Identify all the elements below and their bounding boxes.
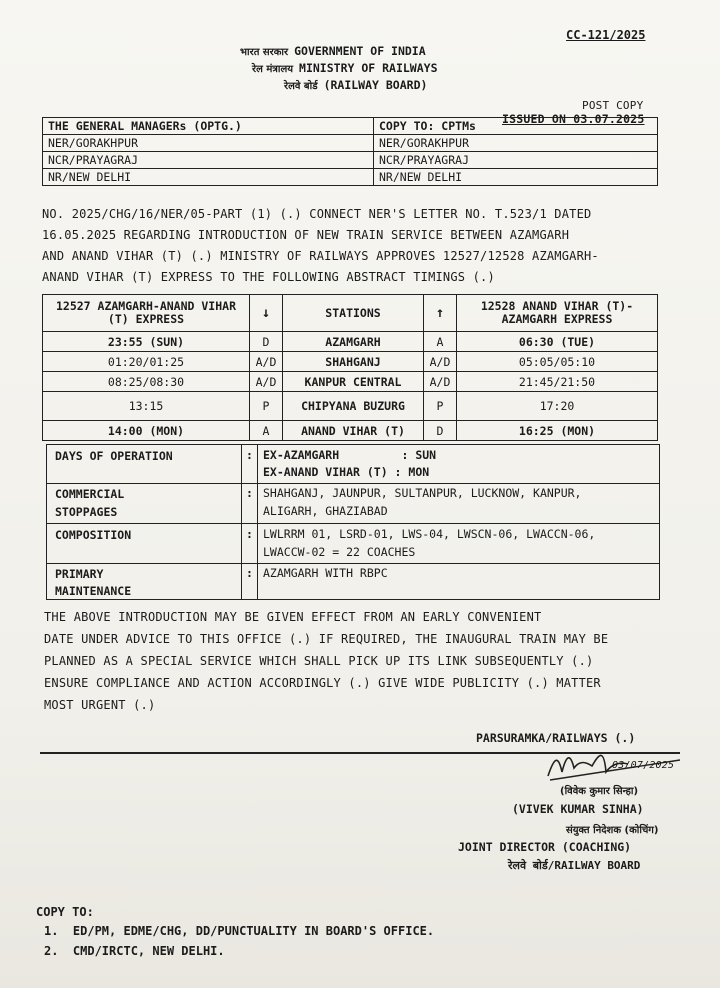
days-ex-anand-vihar: EX-ANAND VIHAR (T) : MON bbox=[263, 465, 430, 479]
signatory-hindi-name: (विवेक कुमार सिन्हा) bbox=[560, 786, 639, 797]
timetable-row bbox=[43, 372, 658, 392]
maintenance-label-2: MAINTENANCE bbox=[55, 584, 132, 598]
header-hindi-2: रेल मंत्रालय bbox=[252, 64, 294, 75]
up-time: 21:45/21:50 bbox=[457, 372, 658, 392]
body-line: NO. 2025/CHG/16/NER/05-PART (1) (.) CONNECT NER'S LETTER NO. T.523/1 DATED bbox=[42, 207, 592, 221]
station-name: CHIPYANA BUZURG bbox=[283, 392, 424, 421]
down-train-heading: 12527 AZAMGARH-ANAND VIHAR (T) EXPRESS bbox=[43, 295, 250, 332]
signoff: PARSURAMKA/RAILWAYS (.) bbox=[476, 731, 636, 745]
stoppages-line-1: SHAHGANJ, JAUNPUR, SULTANPUR, LUCKNOW, KANPUR, bbox=[263, 486, 582, 500]
down-code: D bbox=[250, 332, 283, 352]
down-time: 13:15 bbox=[43, 392, 250, 421]
station-name: KANPUR CENTRAL bbox=[283, 372, 424, 392]
reference-number: CC-121/2025 bbox=[566, 28, 646, 42]
signatory-name: (VIVEK KUMAR SINHA) bbox=[512, 802, 644, 816]
closing-line: MOST URGENT (.) bbox=[44, 698, 156, 712]
down-code: A/D bbox=[250, 372, 283, 392]
down-arrow-icon: ↓ bbox=[250, 295, 283, 332]
composition-line-2: LWACCW-02 = 22 COACHES bbox=[263, 545, 416, 559]
copy-to-item: 2. CMD/IRCTC, NEW DELHI. bbox=[44, 944, 225, 958]
station-name: SHAHGANJ bbox=[283, 352, 424, 372]
composition-line-1: LWLRRM 01, LSRD-01, LWS-04, LWSCN-06, LWACCN-06, bbox=[263, 527, 596, 541]
up-code: A bbox=[424, 332, 457, 352]
down-time: 08:25/08:30 bbox=[43, 372, 250, 392]
down-time: 23:55 (SUN) bbox=[43, 332, 250, 352]
header-english-3: (RAILWAY BOARD) bbox=[323, 78, 428, 92]
stoppages-line-2: ALIGARH, GHAZIABAD bbox=[263, 504, 388, 518]
up-time: 06:30 (TUE) bbox=[457, 332, 658, 352]
closing-line: DATE UNDER ADVICE TO THIS OFFICE (.) IF REQUIRED, THE INAUGURAL TRAIN MAY BE bbox=[44, 632, 609, 646]
copy-heading: COPY TO: CPTMs bbox=[374, 118, 658, 135]
up-time: 16:25 (MON) bbox=[457, 421, 658, 441]
timetable-row bbox=[43, 421, 658, 441]
composition-row bbox=[47, 523, 659, 564]
copy-to-item: 1. ED/PM, EDME/CHG, DD/PUNCTUALITY IN BOARD'S OFFICE. bbox=[44, 924, 435, 938]
header-hindi-3: रेलवे बोर्ड bbox=[284, 81, 318, 92]
to-heading: THE GENERAL MANAGERs (OPTG.) bbox=[43, 118, 374, 135]
down-code: A bbox=[250, 421, 283, 441]
timetable-header-row bbox=[43, 295, 658, 332]
body-line: 16.05.2025 REGARDING INTRODUCTION OF NEW TRAIN SERVICE BETWEEN AZAMGARH bbox=[42, 228, 570, 242]
stoppages-label-1: COMMERCIAL bbox=[55, 487, 125, 501]
station-name: AZAMGARH bbox=[283, 332, 424, 352]
to-address: NR/NEW DELHI bbox=[43, 169, 374, 186]
maintenance-label-1: PRIMARY bbox=[55, 567, 104, 581]
up-code: A/D bbox=[424, 352, 457, 372]
addressee-row bbox=[43, 152, 658, 169]
days-label: DAYS OF OPERATION bbox=[55, 449, 173, 463]
header-english-1: GOVERNMENT OF INDIA bbox=[294, 44, 426, 58]
to-address: NCR/PRAYAGRAJ bbox=[43, 152, 374, 169]
copy-address: NR/NEW DELHI bbox=[374, 169, 658, 186]
signatory-hindi-title: संयुक्त निदेशक (कोचिंग) bbox=[566, 825, 659, 836]
header-english-2: MINISTRY OF RAILWAYS bbox=[299, 61, 438, 75]
closing-line: ENSURE COMPLIANCE AND ACTION ACCORDINGLY (.) GIVE WIDE PUBLICITY (.) MATTER bbox=[44, 676, 601, 690]
station-name: ANAND VIHAR (T) bbox=[283, 421, 424, 441]
addressee-row bbox=[43, 169, 658, 186]
primary-maintenance-row bbox=[47, 563, 659, 599]
addressee-row bbox=[43, 135, 658, 152]
header-hindi-1: भारत सरकार bbox=[240, 47, 289, 58]
colon: : bbox=[246, 527, 253, 541]
copy-address: NCR/PRAYAGRAJ bbox=[374, 152, 658, 169]
timetable-row bbox=[43, 332, 658, 352]
down-code: P bbox=[250, 392, 283, 421]
closing-line: THE ABOVE INTRODUCTION MAY BE GIVEN EFFECT FROM AN EARLY CONVENIENT bbox=[44, 610, 542, 624]
up-code: P bbox=[424, 392, 457, 421]
colon: : bbox=[246, 566, 253, 580]
header-line-2 bbox=[252, 61, 438, 75]
signatory-title: JOINT DIRECTOR (COACHING) bbox=[458, 840, 632, 854]
signatory-org: रेलवे बोर्ड/RAILWAY BOARD bbox=[508, 859, 641, 872]
maintenance-value: AZAMGARH WITH RBPC bbox=[263, 566, 388, 580]
to-address: NER/GORAKHPUR bbox=[43, 135, 374, 152]
up-arrow-icon: ↑ bbox=[424, 295, 457, 332]
body-line: ANAND VIHAR (T) EXPRESS TO THE FOLLOWING ABSTRACT TIMINGS (.) bbox=[42, 270, 495, 284]
up-code: A/D bbox=[424, 372, 457, 392]
down-time: 01:20/01:25 bbox=[43, 352, 250, 372]
copy-to-heading: COPY TO: bbox=[36, 905, 94, 919]
days-of-operation-row bbox=[47, 445, 659, 484]
post-copy-label: POST COPY bbox=[582, 99, 644, 112]
up-time: 05:05/05:10 bbox=[457, 352, 658, 372]
addressee-heading-row bbox=[43, 118, 658, 135]
closing-paragraph bbox=[44, 606, 608, 716]
copy-address: NER/GORAKHPUR bbox=[374, 135, 658, 152]
addressee-table bbox=[42, 117, 658, 186]
stations-heading: STATIONS bbox=[283, 295, 424, 332]
signature-date: 03/07/2025 bbox=[612, 760, 675, 771]
colon: : bbox=[246, 486, 253, 500]
days-ex-azamgarh: EX-AZAMGARH : SUN bbox=[263, 448, 437, 462]
up-time: 17:20 bbox=[457, 392, 658, 421]
operation-info-box bbox=[46, 444, 660, 600]
header-line-1 bbox=[240, 44, 426, 58]
colon: : bbox=[246, 448, 253, 462]
down-code: A/D bbox=[250, 352, 283, 372]
body-paragraph bbox=[42, 204, 599, 288]
closing-line: PLANNED AS A SPECIAL SERVICE WHICH SHALL PICK UP ITS LINK SUBSEQUENTLY (.) bbox=[44, 654, 594, 668]
down-time: 14:00 (MON) bbox=[43, 421, 250, 441]
timetable-row bbox=[43, 352, 658, 372]
timetable-row bbox=[43, 392, 658, 421]
issued-on: ISSUED ON 03.07.2025 bbox=[502, 112, 645, 126]
header-line-3 bbox=[284, 78, 427, 92]
commercial-stoppages-row bbox=[47, 483, 659, 524]
up-code: D bbox=[424, 421, 457, 441]
body-line: AND ANAND VIHAR (T) (.) MINISTRY OF RAILWAYS APPROVES 12527/12528 AZAMGARH- bbox=[42, 249, 599, 263]
stoppages-label-2: STOPPAGES bbox=[55, 505, 118, 519]
up-train-heading: 12528 ANAND VIHAR (T)-AZAMGARH EXPRESS bbox=[457, 295, 658, 332]
composition-label: COMPOSITION bbox=[55, 528, 132, 542]
timetable bbox=[42, 294, 658, 441]
